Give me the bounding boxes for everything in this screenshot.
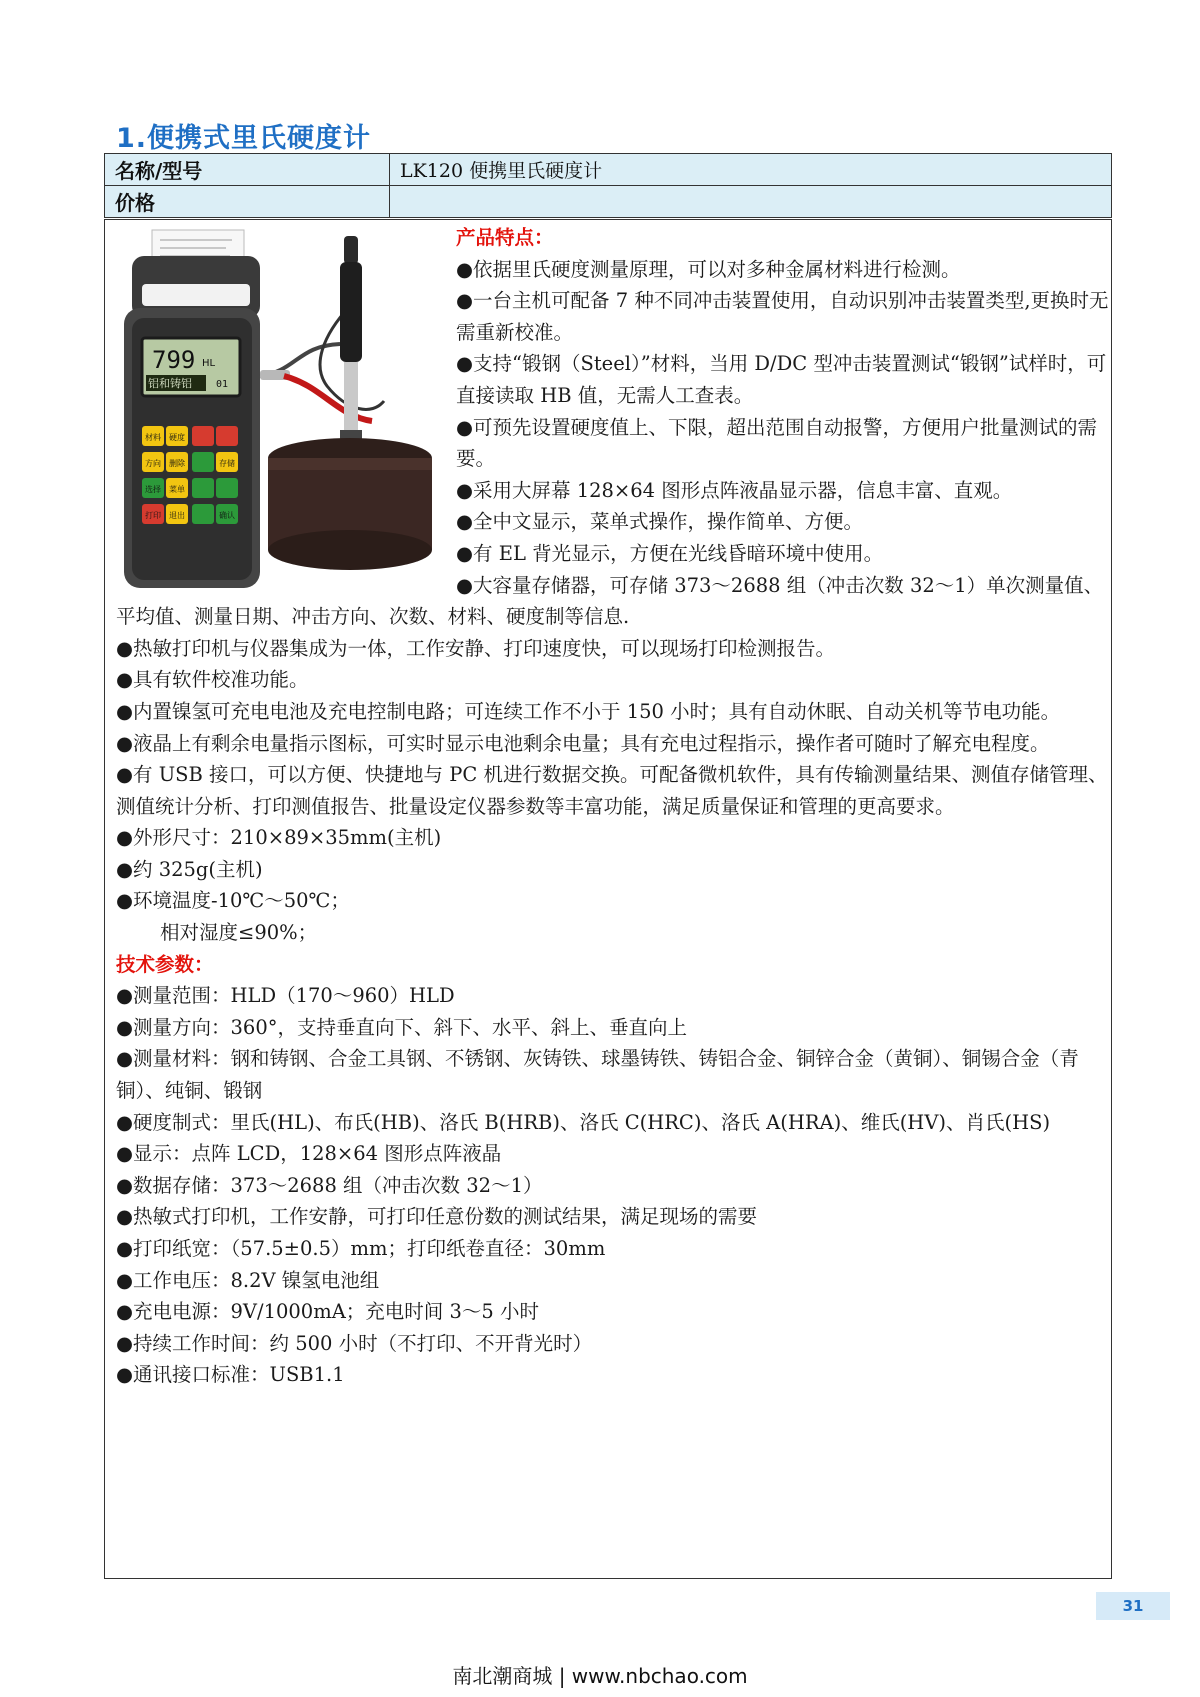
features-heading: 产品特点：: [456, 226, 554, 249]
spec-item: ●显示：点阵 LCD，128×64 图形点阵液晶: [116, 1142, 502, 1166]
screen-reading: 799: [152, 346, 196, 374]
list-item: ●有 EL 背光显示，方便在光线昏暗环境中使用。: [456, 541, 884, 565]
list-item: ●外形尺寸：210×89×35mm(主机): [116, 826, 442, 850]
screen-unit: HL: [202, 358, 216, 369]
spec-item: ●工作电压：8.2V 镍氢电池组: [116, 1268, 380, 1292]
device-key-label: 材料: [145, 433, 161, 442]
page-number: 31: [1096, 1592, 1170, 1620]
price-label: 价格: [105, 186, 390, 218]
list-item: ●环境温度-10℃～50℃；: [116, 889, 350, 913]
features-wrapped: [456, 222, 1110, 601]
device-key-label: 菜单: [169, 485, 185, 494]
footer-site: 南北潮商城 | www.nbchao.com: [452, 1664, 748, 1688]
device-key-label: 方向: [145, 459, 161, 468]
spec-item: ●测量范围：HLD（170～960）HLD: [116, 984, 455, 1008]
spec-item: ●数据存储：373～2688 组（冲击次数 32～1）: [116, 1173, 543, 1197]
list-item: ●可预先设置硬度值上、下限，超出范围自动报警，方便用户批量测试的需要。: [456, 415, 1098, 471]
device-key-label: 选择: [145, 485, 161, 494]
list-item: ●液晶上有剩余电量指示图标，可实时显示电池剩余电量；具有充电过程指示，操作者可随时了解充电程度。: [116, 731, 1050, 755]
list-item: ●全中文显示，菜单式操作，操作简单、方便。: [456, 510, 864, 534]
name-model-label: 名称/型号: [105, 154, 390, 186]
list-item: ●采用大屏幕 128×64 图形点阵液晶显示器，信息丰富、直观。: [456, 478, 1013, 502]
list-item: ●支持“锻钢（Steel）”材料，当用 D/DC 型冲击装置测试“锻钢”试样时，可直接读取 HB 值，无需人工查表。: [456, 352, 1107, 407]
device-key-label: 打印: [145, 511, 161, 520]
product-content: [116, 222, 1110, 1391]
spec-item: ●持续工作时间：约 500 小时（不打印、不开背光时）: [116, 1331, 593, 1355]
list-item: ●内置镍氢可充电电池及充电控制电路；可连续工作不小于 150 小时；具有自动休眠、自动关机等节电功能。: [116, 699, 1061, 723]
price-value: [390, 186, 1112, 218]
device-key-label: 退出: [169, 511, 185, 520]
screen-material: 铝和铸铝: [148, 377, 192, 390]
list-item: ●大容量存储器，可存储 373～2688 组（冲击次数 32～1）单次测量值、: [456, 573, 1104, 597]
spec-item: ●测量材料：钢和铸钢、合金工具钢、不锈钢、灰铸铁、球墨铸铁、铸铝合金、铜锌合金（黄铜）、铜锡合金（青铜）、纯铜、锻钢: [116, 1047, 1079, 1103]
device-key-label: 存储: [219, 459, 235, 468]
list-item: ●约 325g(主机): [116, 857, 263, 881]
spec-item: ●热敏式打印机，工作安静，可打印任意份数的测试结果，满足现场的需要: [116, 1205, 758, 1229]
list-item-continued: 平均值、测量日期、冲击方向、次数、材料、硬度制等信息.: [116, 605, 630, 629]
table-row: [105, 186, 1112, 218]
screen-count: 01: [216, 379, 229, 390]
list-item: ●热敏打印机与仪器集成为一体，工作安静、打印速度快，可以现场打印检测报告。: [116, 636, 836, 660]
specs-heading: 技术参数：: [116, 952, 214, 976]
list-item: ●具有软件校准功能。: [116, 668, 309, 692]
page-title: 1.便携式里氏硬度计: [116, 123, 372, 154]
spec-item: ●打印纸宽：（57.5±0.5）mm；打印纸卷直径：30mm: [116, 1237, 606, 1260]
list-item: ●一台主机可配备 7 种不同冲击装置使用，自动识别冲击装置类型,更换时无需重新校准。: [456, 289, 1109, 344]
device-key-label: 硬度: [169, 433, 185, 442]
list-item: ●有 USB 接口，可以方便、快捷地与 PC 机进行数据交换。可配备微机软件，具有传输测量结果、测值存储管理、测值统计分析、打印测值报告、批量设定仪器参数等丰富功能，满足质量保证和管理的更高要求。: [116, 763, 1108, 818]
spec-item: ●硬度制式：里氏(HL)、布氏(HB)、洛氏 B(HRB)、洛氏 C(HRC)、洛氏 A(HRA)、维氏(HV)、肖氏(HS): [116, 1110, 1051, 1134]
device-key-label: 确认: [219, 511, 235, 520]
spec-item: ●充电电源：9V/1000mA；充电时间 3～5 小时: [116, 1300, 539, 1324]
humidity-line: 相对湿度≤90%；: [160, 921, 318, 945]
spec-item: ●通讯接口标准：USB1.1: [116, 1363, 345, 1387]
name-model-value: LK120 便携里氏硬度计: [390, 154, 1112, 186]
table-row: [105, 154, 1112, 186]
product-info-table: [104, 153, 1112, 218]
list-item: ●依据里氏硬度测量原理，可以对多种金属材料进行检测。: [456, 257, 961, 281]
spec-item: ●测量方向：360°，支持垂直向下、斜下、水平、斜上、垂直向上: [116, 1015, 687, 1039]
device-key-label: 删除: [169, 459, 185, 468]
